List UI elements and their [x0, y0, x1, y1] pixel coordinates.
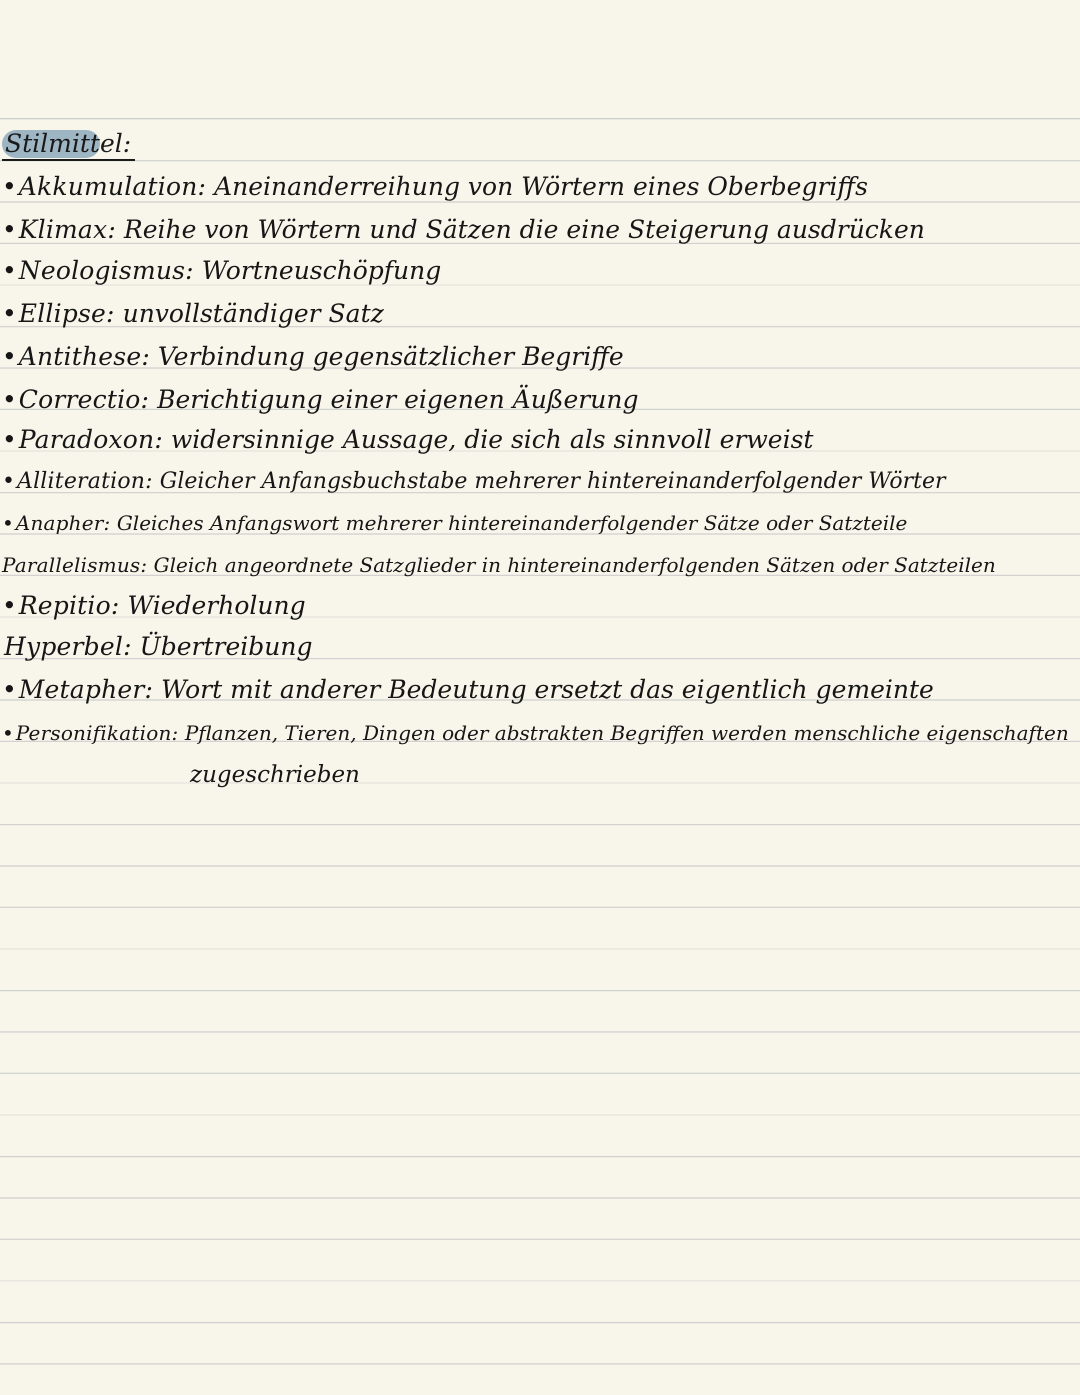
- bullet: •: [2, 591, 17, 620]
- page-top-margin: [0, 0, 1080, 119]
- term: Klimax:: [18, 215, 116, 244]
- term: Repitio:: [18, 591, 120, 620]
- note-line-ellipse: [2, 294, 384, 334]
- bullet: •: [2, 172, 17, 201]
- definition: Wortneuschöpfung: [201, 256, 442, 285]
- note-line-hyperbel: [2, 627, 312, 667]
- term: Correctio:: [18, 385, 150, 414]
- definition: Wiederholung: [127, 591, 306, 620]
- bullet: •: [2, 385, 17, 414]
- term: Alliteration:: [16, 469, 153, 494]
- definition: unvollständiger Satz: [122, 299, 384, 328]
- note-line-klimax: [2, 210, 925, 250]
- definition: Reihe von Wörtern und Sätzen die eine Steigerung ausdrücken: [123, 215, 925, 244]
- note-line-akkumulation: [2, 167, 868, 207]
- heading-wrap: [2, 126, 135, 162]
- term: Parallelismus:: [2, 553, 148, 577]
- bullet: •: [2, 425, 17, 454]
- definition: Aneinanderreihung von Wörtern eines Oberbegriffs: [214, 172, 868, 201]
- term: Anapher:: [15, 511, 111, 535]
- bullet: •: [2, 511, 14, 535]
- note-line-correctio: [2, 380, 638, 420]
- note-line-anapher: [2, 503, 907, 543]
- bullet: •: [2, 675, 17, 704]
- bullet: •: [2, 342, 17, 371]
- note-line-alliteration: [2, 462, 946, 502]
- bullet: •: [2, 215, 17, 244]
- term: Ellipse:: [18, 299, 115, 328]
- bullet: •: [2, 721, 14, 745]
- note-line-parallelismus: [0, 545, 996, 585]
- definition: Pflanzen, Tieren, Dingen oder abstrakten Begriffen werden menschliche eigenschaften: [184, 721, 1069, 745]
- term: Personifikation:: [15, 721, 179, 745]
- definition: Übertreibung: [139, 632, 313, 661]
- page-heading: Stilmittel:: [2, 126, 135, 161]
- definition: Berichtigung einer eigenen Äußerung: [157, 385, 639, 414]
- note-line-neologismus: [2, 251, 441, 291]
- note-line-continuation: zugeschrieben: [190, 762, 360, 788]
- term: Paradoxon:: [18, 425, 163, 454]
- bullet: •: [2, 469, 15, 494]
- term: Neologismus:: [18, 256, 194, 285]
- note-line-repitio: [2, 586, 306, 626]
- definition: widersinnige Aussage, die sich als sinnvoll erweist: [170, 425, 814, 454]
- bullet: •: [2, 256, 17, 285]
- note-line-metapher: [2, 670, 934, 710]
- definition: Gleiches Anfangswort mehrerer hintereinanderfolgender Sätze oder Satzteile: [116, 511, 908, 535]
- definition: Gleich angeordnete Satzglieder in hintereinanderfolgenden Sätzen oder Satzteilen: [153, 553, 996, 577]
- bullet: •: [2, 299, 17, 328]
- term: Akkumulation:: [18, 172, 207, 201]
- definition: Verbindung gegensätzlicher Begriffe: [157, 342, 624, 371]
- definition: Wort mit anderer Bedeutung ersetzt das eigentlich gemeinte: [161, 675, 934, 704]
- term: Metapher:: [18, 675, 154, 704]
- definition: Gleicher Anfangsbuchstabe mehrerer hintereinanderfolgender Wörter: [159, 469, 946, 494]
- note-line-paradoxon: [2, 420, 813, 460]
- note-line-personifikation: [2, 713, 1069, 753]
- term: Hyperbel:: [4, 632, 132, 661]
- note-line-antithese: [2, 337, 624, 377]
- term: Antithese:: [18, 342, 150, 371]
